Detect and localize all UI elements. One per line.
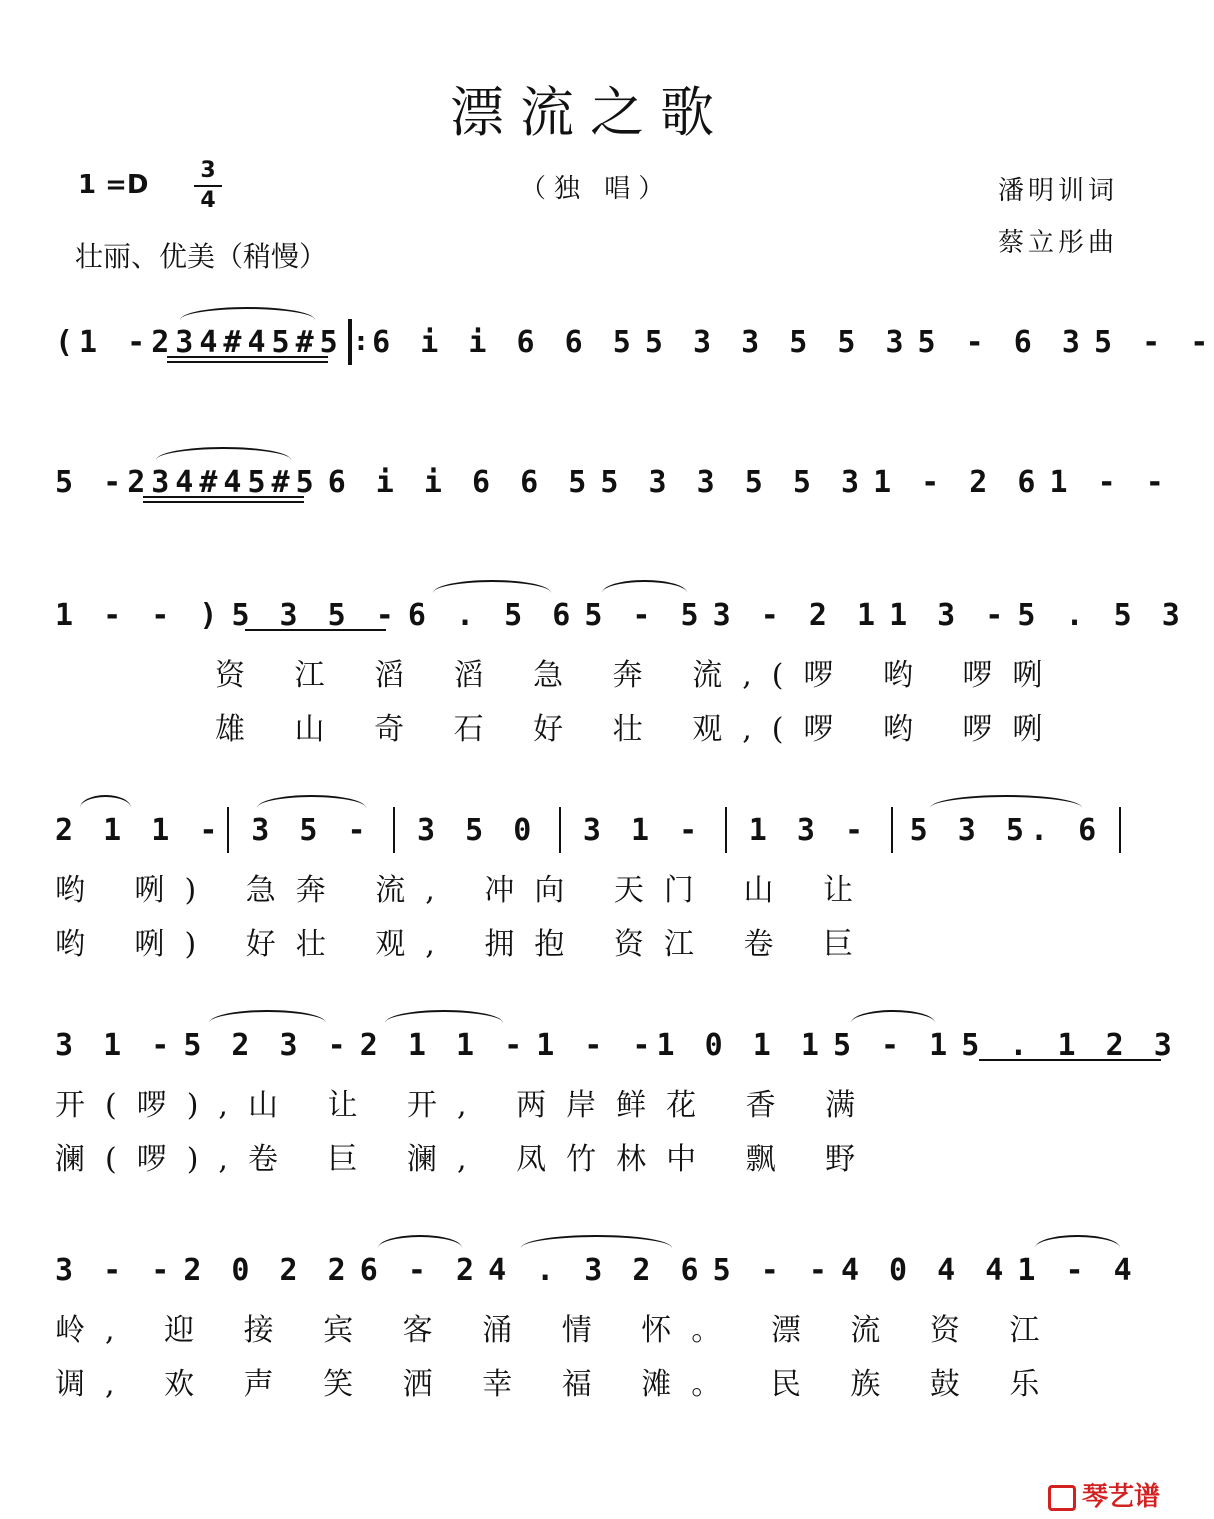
measure: 1 - 4	[1017, 1253, 1137, 1288]
lyrics-verse-2: 澜(啰),卷 巨 澜, 凤竹林中 飘 野	[55, 1142, 876, 1177]
measure: 3 5 -	[233, 813, 389, 848]
song-title: 漂流之歌	[450, 81, 730, 144]
repeat-sign: :	[355, 327, 367, 357]
measure: 2 1 1 -	[360, 1028, 528, 1063]
measure: 3 1 -	[55, 1027, 176, 1063]
measure: 2 1 1 -	[55, 813, 223, 848]
time-bottom: 4	[200, 188, 216, 213]
measure: 5 3 3 5 5 3	[644, 324, 910, 360]
measure: 4 0 4 4	[840, 1252, 1010, 1288]
time-signature	[190, 158, 226, 214]
measure: (1 -	[55, 324, 152, 360]
score-system-2	[55, 452, 1170, 512]
lyrics-verse-1: 开(啰),山 让 开, 两岸鲜花 香 满	[55, 1088, 876, 1123]
measure: 5 . 1 2 3	[961, 1027, 1178, 1063]
measure: 5 3 3 5 5 3	[600, 464, 866, 500]
lyrics-verse-2: 雄 山 奇 石 好 壮 观,(啰 哟 啰咧	[215, 712, 1063, 747]
measure: 1 3 -	[748, 812, 870, 848]
measure: 234#45#5	[151, 325, 344, 360]
measure: 1 - -	[536, 1027, 657, 1063]
measure: 5 3 5 -	[231, 597, 400, 633]
measure: 1 0 1 1	[656, 1027, 825, 1063]
measure: 6 i i 6 6 5	[327, 464, 593, 500]
measure: 6 . 5 6	[408, 598, 576, 633]
logo-mark-icon	[1048, 1485, 1076, 1511]
measure: 5 -	[55, 464, 128, 500]
measure: 2 0 2 2	[183, 1252, 352, 1288]
measure: 6 - 2	[360, 1253, 480, 1288]
measure: 6 i i 6 6 5	[372, 324, 637, 360]
measure: 1 - -	[1049, 464, 1170, 500]
measure: 5 - 5	[584, 598, 704, 633]
measure: 3 5 0	[417, 812, 538, 848]
lyrics-verse-1: 岭, 迎 接 宾 客 涌 情 怀。 漂 流 资 江	[55, 1313, 1060, 1348]
key-signature: 1 =D	[78, 170, 149, 200]
lyrics-verse-1: 资 江 滔 滔 急 奔 流,(啰 哟 啰咧	[215, 658, 1063, 693]
lyrics-verse-1: 哟 咧) 急奔 流, 冲向 天门 山 让	[55, 873, 873, 908]
measure: 1 3 -	[889, 597, 1010, 633]
score-system-6	[55, 1240, 1138, 1408]
composer-credit: 蔡立彤曲	[997, 228, 1118, 258]
measure: 1 - 2 6	[873, 464, 1042, 500]
score-system-4	[55, 800, 1125, 968]
measure: 5 2 3 -	[183, 1028, 351, 1063]
measure: 5 - 1	[833, 1028, 953, 1063]
lyrics-verse-2: 哟 咧) 好壮 观, 拥抱 资江 卷 巨	[55, 927, 873, 962]
measure: 1 - - )	[55, 597, 224, 633]
measure: 3 - 2 1	[712, 597, 882, 633]
measure: 5 3 5. 6	[897, 813, 1115, 848]
lyricist-credit: 潘明训词	[997, 176, 1118, 206]
site-logo	[1048, 1476, 1160, 1513]
score-system-5	[55, 1015, 1178, 1183]
measure: 5 - -	[712, 1252, 833, 1288]
score-system-1	[55, 312, 1214, 372]
measure: 234#45#5	[127, 465, 320, 500]
measure: 5 - 6 3	[917, 324, 1086, 360]
lyrics-verse-2: 调, 欢 声 笑 洒 幸 福 滩。 民 族 鼓 乐	[55, 1367, 1060, 1402]
measure: 3 1 -	[582, 812, 704, 848]
performance-note: （独 唱）	[520, 174, 673, 204]
time-top: 3	[200, 158, 216, 183]
measure: 5 - -	[1093, 324, 1214, 360]
score-system-3	[55, 585, 1186, 753]
logo-text: 琴艺谱	[1081, 1482, 1160, 1512]
measure: 4 . 3 2 6	[488, 1253, 705, 1288]
measure: 3 - -	[55, 1252, 176, 1288]
tempo-marking: 壮丽、优美（稍慢）	[75, 240, 328, 273]
measure: 5 . 5 3	[1017, 597, 1186, 633]
